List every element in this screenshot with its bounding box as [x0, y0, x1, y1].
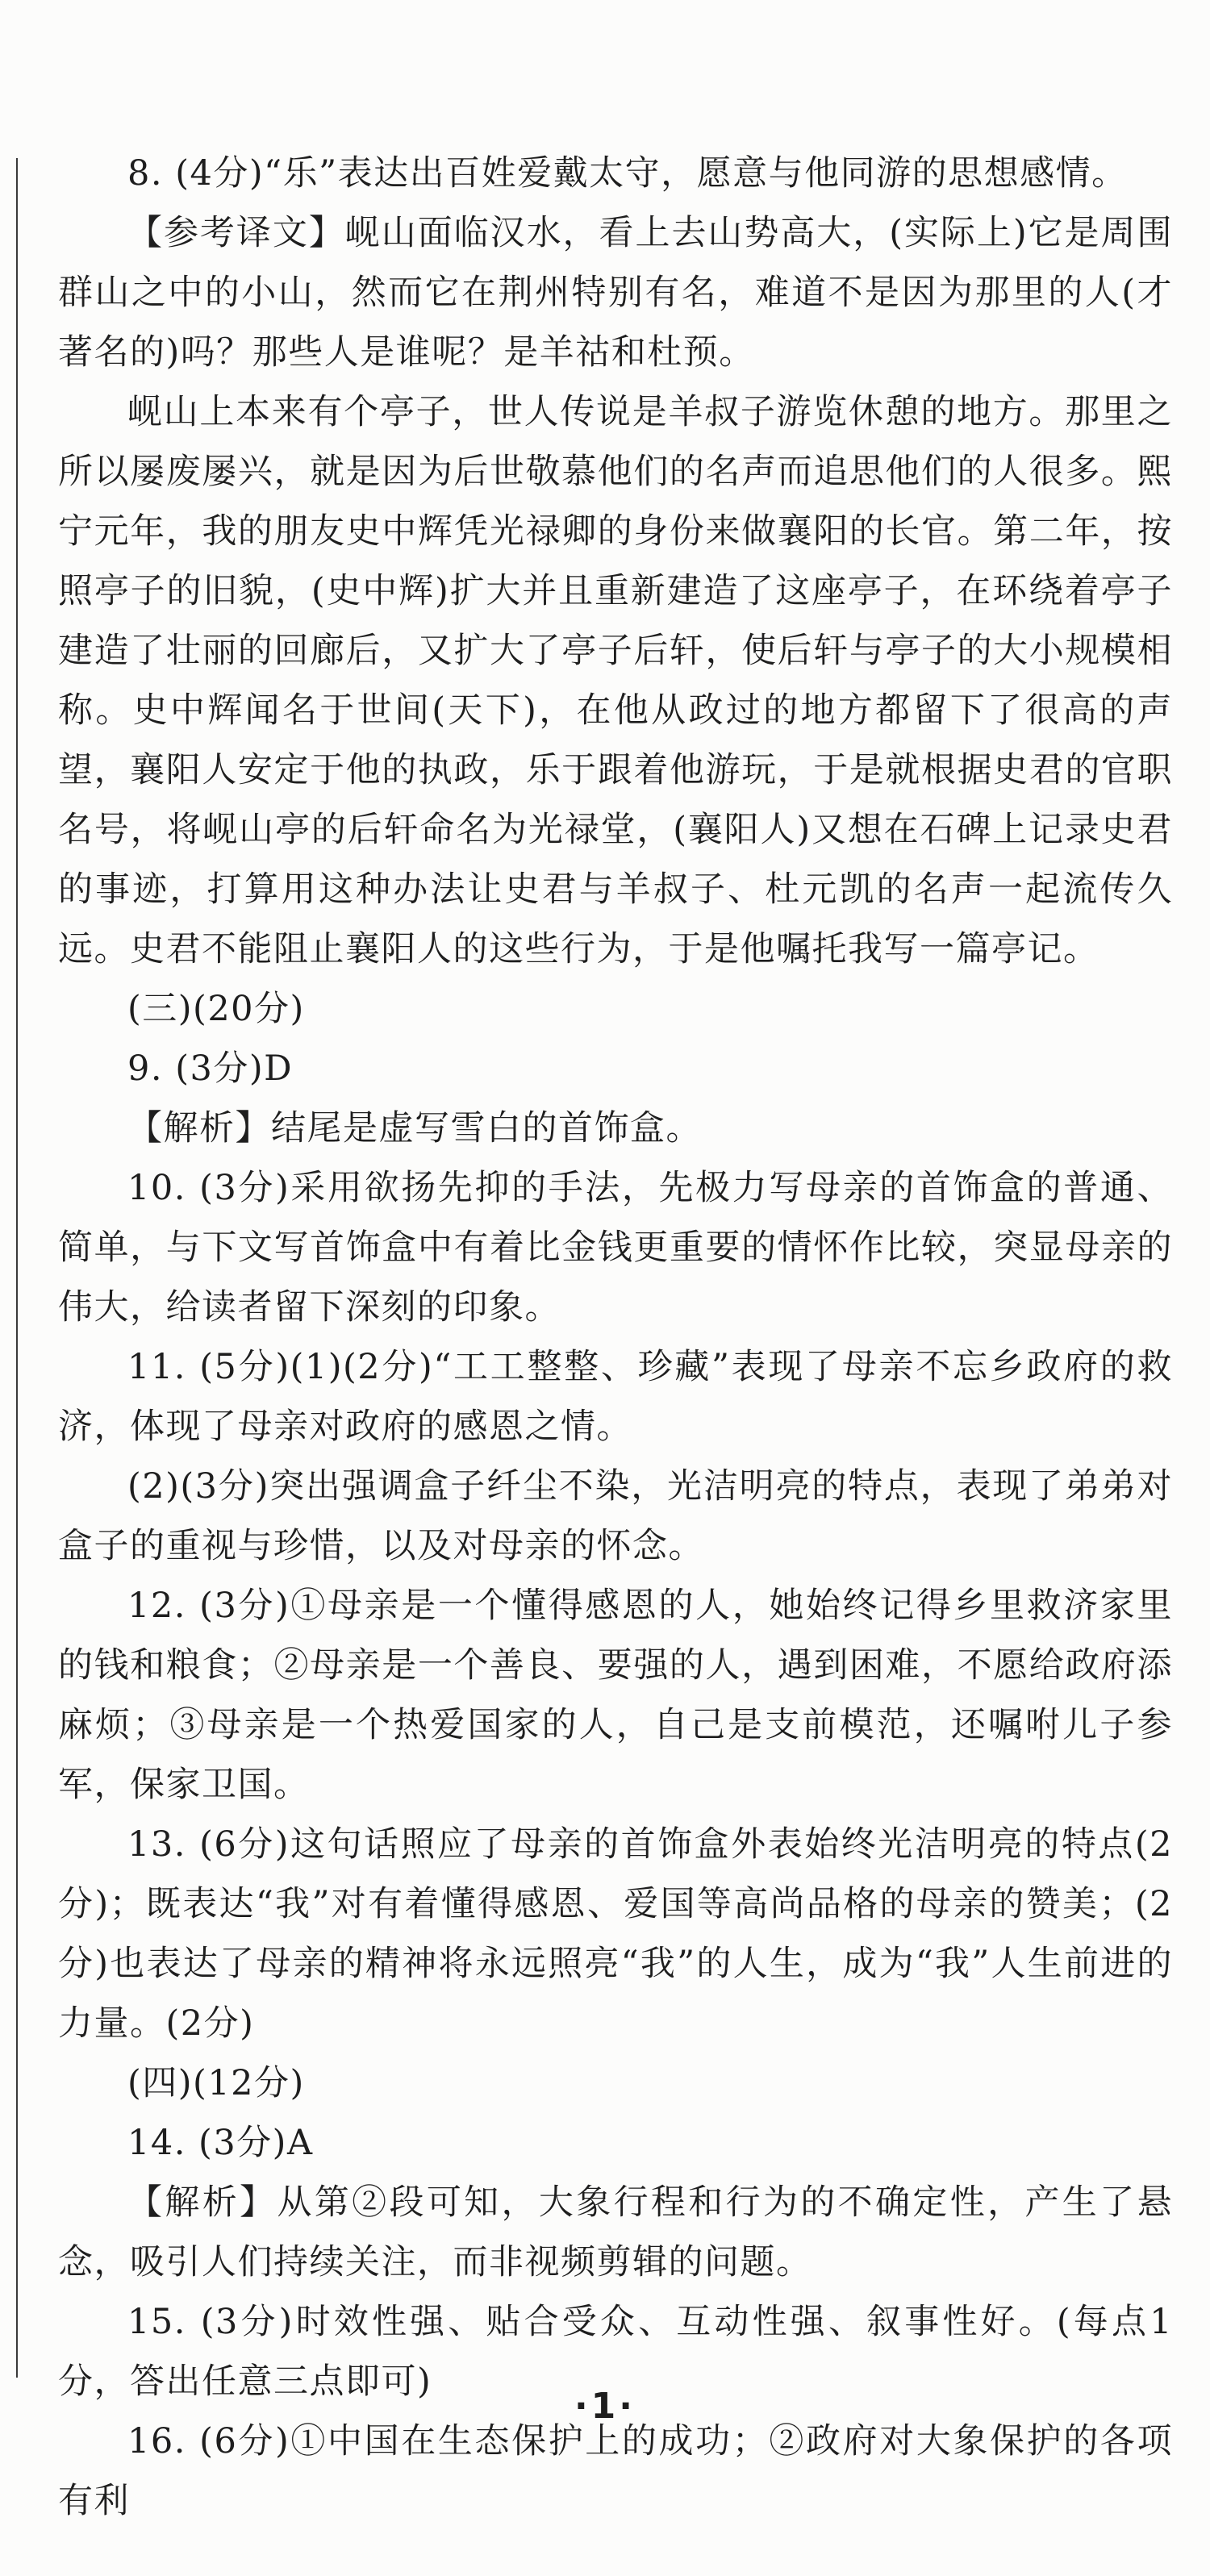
answer-12: 12. (3分)①母亲是一个懂得感恩的人，她始终记得乡里救济家里的钱和粮食；②母亲是一个善良、要强的人，遇到困难，不愿给政府添麻烦；③母亲是一个热爱国家的人，自己是支前模范，还嘱咐儿子参军，保家卫国。	[58, 1586, 1173, 1805]
page-number: ·1·	[574, 2386, 636, 2427]
answer-15: 15. (3分)时效性强、贴合受众、互动性强、叙事性好。(每点1分，答出任意三点即可)	[58, 2302, 1173, 2402]
reference-translation-para-1: 【参考译文】岘山面临汉水，看上去山势高大，(实际上)它是周围群山之中的小山，然而它在荆州特别有名，难道不是因为那里的人(才著名的)吗？那些人是谁呢？是羊祜和杜预。	[58, 213, 1173, 373]
answer-13: 13. (6分)这句话照应了母亲的首饰盒外表始终光洁明亮的特点(2分)；既表达“我”对有着懂得感恩、爱国等高尚品格的母亲的赞美；(2分)也表达了母亲的精神将永远照亮“我”的人生，成为“我”人生前进的力量。(2分)	[58, 1824, 1173, 2044]
answer-10: 10. (3分)采用欲扬先抑的手法，先极力写母亲的首饰盒的普通、简单，与下文写首饰盒中有着比金钱更重要的情怀作比较，突显母亲的伟大，给读者留下深刻的印象。	[58, 1168, 1173, 1328]
answer-8: 8. (4分)“乐”表达出百姓爱戴太守，愿意与他同游的思想感情。	[127, 153, 1128, 194]
answer-9: 9. (3分)D	[127, 1048, 294, 1089]
answer-11-part-1: 11. (5分)(1)(2分)“工工整整、珍藏”表现了母亲不忘乡政府的救济，体现了母亲对政府的感恩之情。	[58, 1347, 1173, 1447]
section-4-heading: (四)(12分)	[127, 2063, 305, 2103]
analysis-14: 【解析】从第②段可知，大象行程和行为的不确定性，产生了悬念，吸引人们持续关注，而非视频剪辑的问题。	[58, 2182, 1173, 2282]
answer-14: 14. (3分)A	[127, 2123, 314, 2163]
analysis-9: 【解析】结尾是虚写雪白的首饰盒。	[127, 1108, 702, 1148]
left-margin-rule	[16, 158, 18, 2378]
answer-11-part-2: (2)(3分)突出强调盒子纤尘不染，光洁明亮的特点，表现了弟弟对盒子的重视与珍惜，以及对母亲的怀念。	[58, 1466, 1173, 1566]
section-3-heading: (三)(20分)	[127, 989, 305, 1029]
answer-16: 16. (6分)①中国在生态保护上的成功；②政府对大象保护的各项有利	[58, 2421, 1173, 2521]
answer-key-body	[58, 144, 1173, 2531]
reference-translation-para-2: 岘山上本来有个亭子，世人传说是羊叔子游览休憩的地方。那里之所以屡废屡兴，就是因为后世敬慕他们的名声而追思他们的人很多。熙宁元年，我的朋友史中辉凭光禄卿的身份来做襄阳的长官。第二年，按照亭子的旧貌，(史中辉)扩大并且重新建造了这座亭子，在环绕着亭子建造了壮丽的回廊后，又扩大了亭子后轩，使后轩与亭子的大小规模相称。史中辉闻名于世间(天下)，在他从政过的地方都留下了很高的声望，襄阳人安定于他的执政，乐于跟着他游玩，于是就根据史君的官职名号，将岘山亭的后轩命名为光禄堂，(襄阳人)又想在石碑上记录史君的事迹，打算用这种办法让史君与羊叔子、杜元凯的名声一起流传久远。史君不能阻止襄阳人的这些行为，于是他嘱托我写一篇亭记。	[58, 392, 1173, 969]
